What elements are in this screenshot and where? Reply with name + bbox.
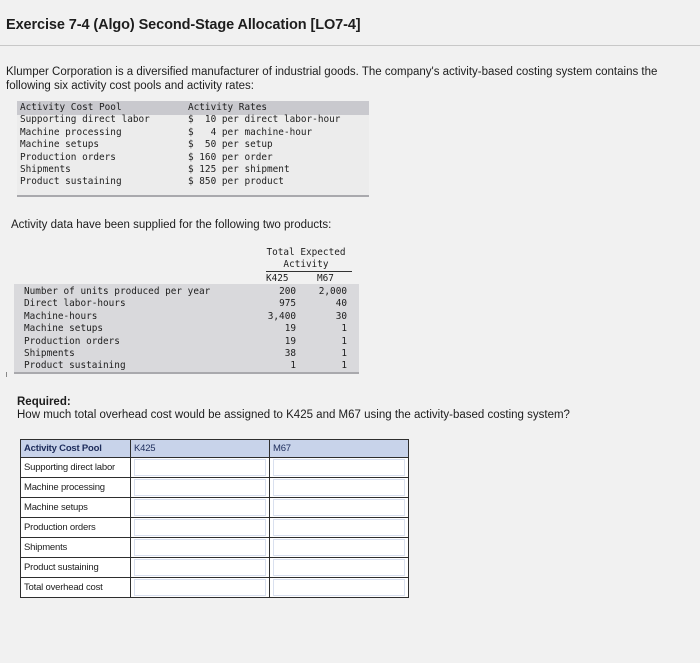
m67-machine-setups-input[interactable] [270, 498, 409, 518]
m67-machine-processing-input[interactable] [270, 478, 409, 498]
answer-row-machine-processing [21, 478, 409, 498]
row-label: Total overhead cost [21, 578, 131, 598]
table-cell: 19 [284, 323, 296, 335]
k425-production-orders-input[interactable] [131, 518, 270, 538]
table-bottom-border [17, 195, 369, 197]
table-cell: 1 [341, 348, 347, 360]
answer-row-supporting-direct-labor [21, 458, 409, 478]
problem-intro: Klumper Corporation is a diversified manufacturer of industrial goods. The company's activity-based costing system contains the following six activity cost pools and activity rates: [6, 66, 658, 92]
answer-row-production-orders [21, 518, 409, 538]
required-label: Required: [17, 396, 71, 408]
input-box[interactable] [273, 519, 405, 536]
answer-row-total-overhead-cost [21, 578, 409, 598]
table-cell: 1 [290, 360, 296, 372]
input-box[interactable] [273, 559, 405, 576]
input-box[interactable] [273, 479, 405, 496]
row-label: Shipments [24, 348, 75, 360]
answer-row-product-sustaining [21, 558, 409, 578]
column-header-m67: M67 [270, 440, 409, 458]
activity-data-table [14, 246, 359, 374]
column-header-k425: K425 [131, 440, 270, 458]
m67-total-overhead-cost-input[interactable] [270, 578, 409, 598]
table-cell: Shipments [20, 164, 71, 176]
row-label: Supporting direct labor [21, 458, 131, 478]
k425-total-overhead-cost-input[interactable] [131, 578, 270, 598]
table-cell: 1 [341, 323, 347, 335]
k425-product-sustaining-input[interactable] [131, 558, 270, 578]
table-cell: $ 160 per order [188, 151, 273, 163]
table-cell: 975 [279, 298, 296, 310]
title-divider [0, 45, 700, 46]
input-box[interactable] [134, 519, 266, 536]
k425-values [254, 286, 296, 373]
table-cell: Machine setups [20, 139, 100, 151]
table-cell: $ 10 per direct labor-hour [188, 114, 341, 126]
row-label: Machine processing [21, 478, 131, 498]
activity-data-intro: Activity data have been supplied for the following two products: [11, 219, 332, 231]
answer-row-machine-setups [21, 498, 409, 518]
m67-values [306, 286, 347, 373]
k425-machine-setups-input[interactable] [131, 498, 270, 518]
table-cell: Production orders [20, 151, 116, 163]
table-cell: 38 [284, 348, 296, 360]
input-box[interactable] [273, 539, 405, 556]
table-cell: 3,400 [267, 310, 296, 322]
table-cell: 2,000 [318, 286, 347, 297]
row-label: Direct labor-hours [24, 298, 126, 310]
answer-row-shipments [21, 538, 409, 558]
row-label: Product sustaining [24, 360, 126, 372]
input-box[interactable] [273, 459, 405, 476]
table-cell: $ 50 per setup [188, 139, 273, 151]
k425-shipments-input[interactable] [131, 538, 270, 558]
m67-production-orders-input[interactable] [270, 518, 409, 538]
activity-rates-table [17, 101, 369, 197]
input-box[interactable] [134, 479, 266, 496]
group-header [261, 247, 351, 272]
row-label: Number of units produced per year [24, 286, 211, 297]
k425-supporting-direct-labor-input[interactable] [131, 458, 270, 478]
row-label: Machine setups [24, 323, 104, 335]
row-label: Production orders [21, 518, 131, 538]
table-cell: 19 [284, 335, 296, 347]
row-label: Production orders [24, 335, 120, 347]
m67-supporting-direct-labor-input[interactable] [270, 458, 409, 478]
answer-header-row [21, 440, 409, 458]
group-header-underline [266, 271, 352, 272]
page-title: Exercise 7-4 (Algo) Second-Stage Allocation [LO7-4] [6, 17, 361, 33]
cost-pool-column [20, 102, 150, 189]
input-box[interactable] [134, 559, 266, 576]
table-cell: 200 [279, 286, 296, 297]
k425-machine-processing-input[interactable] [131, 478, 270, 498]
table-corner-mark [6, 372, 12, 377]
table-cell: Product sustaining [20, 176, 122, 188]
table-cell: $ 4 per machine-hour [188, 126, 313, 138]
required-question: How much total overhead cost would be assigned to K425 and M67 using the activity-based costing system? [17, 409, 570, 421]
row-label: Product sustaining [21, 558, 131, 578]
m67-shipments-input[interactable] [270, 538, 409, 558]
table-cell: 1 [341, 360, 347, 372]
table-bottom-border [14, 372, 359, 374]
table-cell: Supporting direct labor [20, 114, 150, 126]
column-header-m67: M67 [317, 273, 334, 284]
table-cell: 30 [335, 310, 347, 322]
group-header-line-2: Activity [283, 259, 329, 271]
table-cell: $ 125 per shipment [188, 164, 290, 176]
column-header: Activity Rates [188, 102, 268, 113]
row-label: Machine setups [21, 498, 131, 518]
input-box[interactable] [273, 499, 405, 516]
column-header: Activity Cost Pool [20, 102, 122, 113]
table-cell: $ 850 per product [188, 176, 284, 188]
input-box[interactable] [273, 579, 405, 596]
column-header-activity-cost-pool: Activity Cost Pool [21, 440, 131, 458]
input-box[interactable] [134, 579, 266, 596]
input-box[interactable] [134, 459, 266, 476]
row-label: Shipments [21, 538, 131, 558]
input-box[interactable] [134, 539, 266, 556]
table-cell: Machine processing [20, 126, 122, 138]
table-cell: 1 [341, 335, 347, 347]
row-label: Machine-hours [24, 310, 98, 322]
row-labels [24, 286, 210, 373]
m67-product-sustaining-input[interactable] [270, 558, 409, 578]
group-header-line-1: Total Expected [266, 247, 346, 258]
input-box[interactable] [134, 499, 266, 516]
column-header-k425: K425 [266, 273, 289, 284]
activity-rate-column [188, 102, 340, 189]
table-cell: 40 [335, 298, 347, 310]
answer-table [20, 439, 409, 598]
